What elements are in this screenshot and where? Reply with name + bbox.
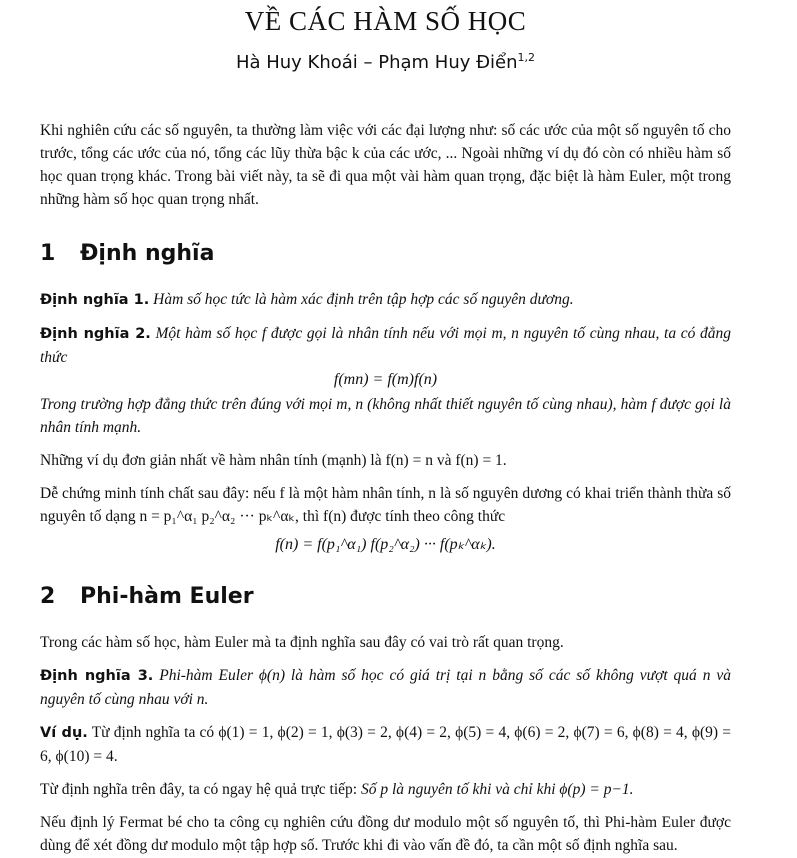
definition-label: Định nghĩa 3. (40, 668, 154, 684)
section-title: Định nghĩa (80, 241, 215, 266)
author-line (40, 51, 731, 73)
corollary-intro: Từ định nghĩa trên đây, ta có ngay hệ quả trực tiếp: (40, 781, 358, 798)
example-paragraph (40, 721, 731, 768)
paper-title: VỀ CÁC HÀM SỐ HỌC (244, 6, 527, 36)
definition-2-tail: Trong trường hợp đẳng thức trên đúng với mọi m, n (không nhất thiết nguyên tố cùng nhau), hàm f được gọi là nhân tính mạnh. (40, 396, 731, 436)
equation-factorization: f(n) = f(p₁^α₁) f(p₂^α₂) ··· f(pₖ^αₖ). (275, 536, 496, 553)
author-names: Hà Huy Khoái – Phạm Huy Điển (235, 52, 518, 73)
corollary-paragraph (40, 778, 731, 801)
euler-intro: Trong các hàm số học, hàm Euler mà ta định nghĩa sau đây có vai trò rất quan trọng. (40, 634, 564, 651)
section-heading (40, 584, 731, 609)
fermat-paragraph: Nếu định lý Fermat bé cho ta công cụ nghiên cứu đồng dư modulo một số nguyên tố, thì Phi-hàm Euler được dùng để xét đồng dư modulo một tập hợp số. Trước khi đi vào vấn đề đó, ta cần một số định nghĩa sau. (40, 814, 731, 854)
corollary-statement: Số p là nguyên tố khi và chỉ khi ϕ(p) = p−1. (360, 781, 634, 798)
definition-body: Phi-hàm Euler ϕ(n) là hàm số học có giá trị tại n bằng số các số không vượt quá n và nguyên tố cùng nhau với n. (40, 667, 732, 708)
definition-label: Định nghĩa 2. (40, 326, 151, 342)
section-number: 2 (40, 584, 56, 609)
definition-3 (40, 664, 731, 711)
section-title: Phi-hàm Euler (80, 584, 254, 609)
definition-body: Một hàm số học f được gọi là nhân tính nếu với mọi m, n nguyên tố cùng nhau, ta có đẳng thức (40, 325, 731, 366)
author-affiliation-marks: 1,2 (517, 51, 536, 64)
section-number: 1 (40, 241, 56, 266)
definition-2 (40, 322, 731, 369)
example-body: Từ định nghĩa ta có ϕ(1) = 1, ϕ(2) = 1, ϕ(3) = 2, ϕ(4) = 2, ϕ(5) = 4, ϕ(6) = 2, ϕ(7) = 6, ϕ(8) = 4, ϕ(9) = 6, ϕ(10) = 4. (40, 724, 731, 765)
equation-multiplicative: f(mn) = f(m)f(n) (333, 371, 438, 388)
abstract-paragraph: Khi nghiên cứu các số nguyên, ta thường làm việc với các đại lượng như: số các ước của một số nguyên tố cho trước, tổng các ước của nó, tổng các lũy thừa bậc k của các ước, ... Ngoài những ví dụ đó còn có nhiều hàm số học quan trọng khác. Trong bài viết này, ta sẽ đi qua một vài hàm quan trọng, đặc biệt là hàm Euler, một trong những hàm số học quan trọng nhất. (40, 122, 731, 208)
property-paragraph: Dễ chứng minh tính chất sau đây: nếu f là một hàm nhân tính, n là số nguyên dương có khai triển thành thừa số nguyên tố dạng n = p₁^α₁ p₂^α₂ ··· pₖ^αₖ, thì f(n) được tính theo công thức (40, 485, 731, 525)
examples-paragraph: Những ví dụ đơn giản nhất về hàm nhân tính (mạnh) là f(n) = n và f(n) = 1. (40, 452, 507, 469)
definition-1 (40, 288, 731, 312)
example-label: Ví dụ. (40, 725, 88, 741)
section-heading (40, 241, 731, 266)
definition-label: Định nghĩa 1. (40, 292, 150, 308)
definition-body: Hàm số học tức là hàm xác định trên tập hợp các số nguyên dương. (153, 291, 574, 308)
